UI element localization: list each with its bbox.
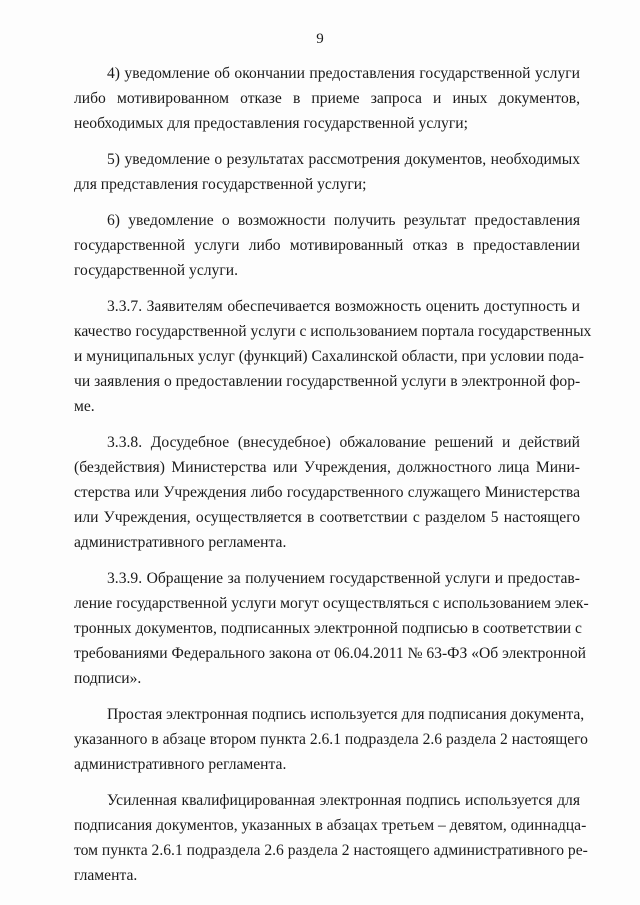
- paragraph-line: ление государственной услуги могут осуществляться с использованием элек-: [74, 595, 589, 612]
- paragraph-line: чи заявления о предоставлении государственной услуги в электронной фор-: [74, 373, 581, 390]
- paragraph-line: том пункта 2.6.1 подраздела 2.6 раздела 2 настоящего административного ре-: [74, 842, 588, 859]
- paragraph: [74, 788, 588, 888]
- paragraph: [74, 147, 580, 197]
- paragraph-line: стерства или Учреждения либо государственного служащего Министерства: [74, 484, 580, 501]
- paragraph: [74, 294, 592, 419]
- paragraph-line: 3.3.7. Заявителям обеспечивается возможность оценить доступность и: [107, 298, 580, 315]
- paragraph-line: 4) уведомление об окончании предоставления государственной услуги: [107, 65, 580, 82]
- paragraph-line: необходимых для предоставления государственной услуги;: [74, 115, 468, 132]
- paragraph: [74, 430, 580, 555]
- paragraph: [74, 61, 580, 136]
- paragraph: [74, 208, 580, 283]
- paragraph-line: подписания документов, указанных в абзацах третьем – девятом, одиннадца-: [74, 817, 587, 834]
- paragraph: [74, 702, 588, 777]
- paragraph-line: административного регламента.: [74, 534, 287, 551]
- paragraph-line: государственной услуги.: [74, 262, 238, 279]
- paragraph-line: подписи».: [74, 670, 142, 687]
- paragraph-line: (бездействия) Министерства или Учреждения, должностного лица Мини-: [74, 459, 580, 476]
- paragraph-line: 5) уведомление о результатах рассмотрения документов, необходимых: [107, 151, 580, 168]
- paragraph-line: и муниципальных услуг (функций) Сахалинской области, при условии пода-: [74, 348, 584, 365]
- paragraph-line: административного регламента.: [74, 756, 287, 773]
- paragraph-line: указанного в абзаце втором пункта 2.6.1 подраздела 2.6 раздела 2 настоящего: [74, 731, 588, 748]
- paragraph-line: либо мотивированном отказе в приеме запроса и иных документов,: [74, 90, 580, 107]
- paragraph-line: государственной услуги либо мотивированный отказ в предоставлении: [74, 237, 580, 254]
- paragraph-line: или Учреждения, осуществляется в соответствии с разделом 5 настоящего: [74, 509, 580, 526]
- paragraph-line: тронных документов, подписанных электронной подписью в соответствии с: [74, 620, 582, 637]
- page-number: 9: [316, 31, 324, 47]
- paragraph-line: гламента.: [74, 867, 138, 884]
- document-body: [74, 61, 592, 899]
- paragraph-line: 3.3.9. Обращение за получением государственной услуги и предостав-: [107, 570, 580, 587]
- paragraph-line: для представления государственной услуги;: [74, 176, 367, 193]
- paragraph-line: 3.3.8. Досудебное (внесудебное) обжалование решений и действий: [107, 434, 580, 451]
- paragraph-line: качество государственной услуги с использованием портала государственных: [74, 323, 592, 340]
- paragraph-line: Простая электронная подпись используется для подписания документа,: [107, 706, 585, 723]
- paragraph-line: Усиленная квалифицированная электронная подпись используется для: [107, 792, 580, 809]
- paragraph-line: 6) уведомление о возможности получить результат предоставления: [107, 212, 580, 229]
- paragraph-line: требованиями Федерального закона от 06.04.2011 № 63-ФЗ «Об электронной: [74, 645, 587, 662]
- paragraph-line: ме.: [74, 398, 95, 415]
- paragraph: [74, 566, 589, 691]
